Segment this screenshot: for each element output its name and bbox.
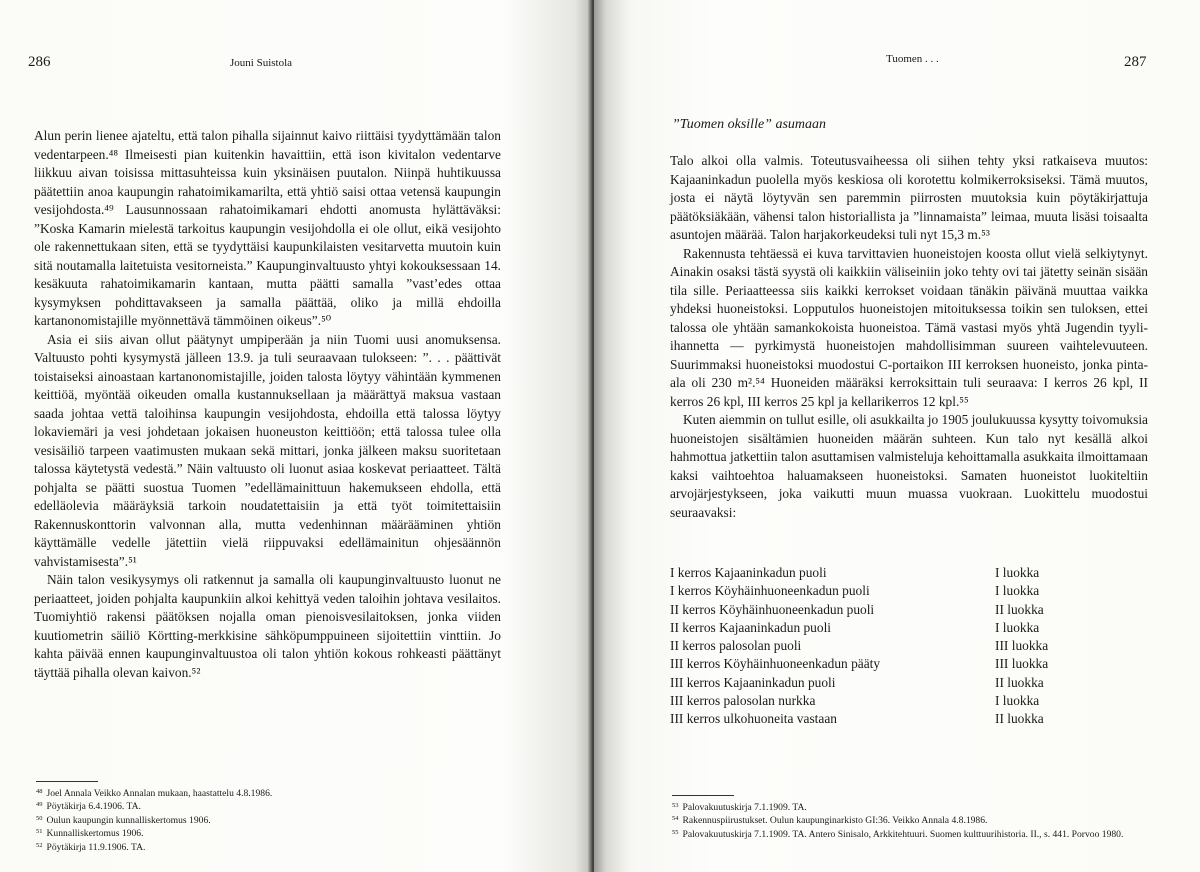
right-page	[594, 0, 1200, 872]
list-item: II kerros Köyhäinhuoneenkadun puoli II luokka	[670, 601, 1044, 617]
list-item: III kerros Kajaaninkadun puoli II luokka	[670, 674, 1044, 690]
page-number-right: 287	[1124, 54, 1147, 70]
footnote-rule	[672, 795, 734, 796]
list-item: II kerros palosolan puoli III luokka	[670, 638, 1049, 654]
paragraph: Rakennusta tehtäessä ei kuva tarvittavien huoneistojen koosta ollut vielä selkiytynyt. Ainakin osaksi tästä syystä oli kaikkiin väliseiniin joko tehty ovi tai jätetty seinän sisään tila sille. Periaatteessa siis kaikki kerrokset voidaan tänäkin päivänä muuttaa vaikka yhdeksi huoneistoksi. Lopputulos huoneistojen mitoituksessa toikin sen tuloksen, ettei talossa ole yhtään samankokoista huoneistoa. Tämä vastasi myös yhtä Jugendin tyyli-ihannetta — pyrkimystä huoneistojen mahdollisimman suureen vaihtelevuuteen. Suurimmaksi huoneistoksi muodostui C-portaikon III kerroksen huoneisto, jonka pinta-ala oli 230 m².⁵⁴ Huoneiden määräksi kerroksittain tuli seuraava: I kerros 26 kpl, II kerros 26 kpl, III kerros 25 kpl ja kellarikerros 12 kpl.⁵⁵	[670, 245, 1148, 409]
left-body	[34, 127, 501, 682]
footnote: $^{51}$ Kunnalliskertomus 1906.	[36, 828, 144, 840]
running-head-right: Tuomen . . .	[886, 53, 939, 65]
footnote: $^{54}$ Rakennuspiirustukset. Oulun kaupunginarkisto GI:36. Veikko Annala 4.8.1986.	[672, 815, 988, 827]
left-page	[0, 0, 592, 872]
footnote-rule	[36, 781, 98, 782]
list-item: III kerros ulkohuoneita vastaan II luokka	[670, 711, 1044, 727]
paragraph: Alun perin lienee ajateltu, että talon pihalla sijainnut kaivo riittäisi tyydyttämään talon vedentarpeen.⁴⁸ Ilmeisesti pian kuitenkin havaittiin, että ison kivitalon vedentarve liikkuu aivan toisissa mittasuhteissa kuin yksinäisen puutalon. Niinpä huhtikuussa päätettiin anoa kaupungin rahatoimikamarilta, että yhtiö saisi ottaa vetensä kaupungin vesijohdosta.⁴⁹ Lausunnossaan rahatoimikamari ehdotti anomusta hylättäväksi: ”Koska Kamarin mielestä tarkoitus kaupungin vesijohdolla ei ole ollut, eikä vesijohto ole rakennettukaan siten, että se tyydyttäisi kaupunkilaisten vesitarvetta muutoin kuin sitä noutamalla laitetuista vesitorneista.” Kaupunginvaltuusto yhtyi kokouksessaan 14. kesäkuuta rahatoimikamarin kantaan, mutta päätti samalla ”vast’edes ottaa kysymyksen pohdittavakseen ja samalla päättää, oliko ja millä ehdoilla kartanonomistajille myönnettävä tämmöinen oikeus”.⁵⁰	[34, 128, 501, 328]
list-item: I kerros Kajaaninkadun puoli I luokka	[670, 565, 1040, 580]
section-title: ”Tuomen oksille” asumaan	[672, 117, 827, 132]
page-number-left: 286	[28, 54, 51, 70]
footnote: $^{52}$ Pöytäkirja 11.9.1906. TA.	[36, 841, 146, 853]
paragraph: Talo alkoi olla valmis. Toteutusvaiheessa oli siihen tehty yksi ratkaiseva muutos: Kajaaninkadun puolella myös keskiosa oli korotettu kolmikerroksiseksi. Tämä muutos, josta ei näytä löytyvän sen paremmin piirrosten muutoksia kuin pöytäkirjattuja päätöksiäkään, vähensi talon historiallista ja ”linnamaista” leimaa, muuta lisäsi toisaalta asuntojen määrää. Talon harjakorkeudeksi tuli nyt 15,3 m.⁵³	[670, 153, 1148, 242]
right-body	[670, 152, 1148, 522]
footnote: $^{48}$ Joel Annala Veikko Annalan mukaan, haastattelu 4.8.1986.	[36, 788, 273, 799]
list-item: III kerros Köyhäinhuoneenkadun pääty III luokka	[670, 656, 1049, 672]
right-footnotes	[672, 801, 1144, 841]
classification-list	[670, 564, 1070, 729]
paragraph: Näin talon vesikysymys oli ratkennut ja samalla oli kaupunginvaltuusto luonut ne periaatteet, joiden pohjalta kaupunkiin alkoi kehittyä veden taloihin johtava vesilaitos. Tuomiyhtiö rakensi päätöksen nojalla oman pienoisvesilaitoksen, jonka viiden kuutiometrin säiliö Körtting-merkkisine sähköpumppuineen sijoitettiin vinttiin. Jo kahta päivää ennen kaupunginvaltuustoa oli talon yhtiön kokous rohkeasti päättänyt täyttää pihalla olevan kaivon.⁵²	[34, 572, 501, 680]
running-head-left: Jouni Suistola	[230, 57, 293, 69]
footnote: $^{53}$ Palovakuutuskirja 7.1.1909. TA.	[672, 802, 807, 813]
list-item: I kerros Köyhäinhuoneenkadun puoli I luokka	[670, 583, 1040, 599]
footnote: $^{55}$ Palovakuutuskirja 7.1.1909. TA. Antero Sinisalo, Arkkitehtuuri. Suomen kulttuurihistoria. II., s. 441. Porvoo 1980.	[672, 828, 1124, 840]
footnote: $^{49}$ Pöytäkirja 6.4.1906. TA.	[36, 801, 141, 813]
paragraph: Kuten aiemmin on tullut esille, oli asukkailta jo 1905 joulukuussa kysytty toivomuksia huoneistojen sisältämien huoneiden määrän suhteen. Kun talo nyt kesällä alkoi hahmottua jatkettiin talon asuttamisen valmisteluja kehoittamalla asukkaita ilmoittamaan kaksi vaihtoehtoa haluamakseen huoneistoksi. Samaten huoneistot luokiteltiin arvojärjestykseen, joka vaikutti muun muassa vuokraan. Luokittelu muodostui seuraavaksi:	[670, 412, 1148, 520]
footnote: $^{50}$ Oulun kaupungin kunnalliskertomus 1906.	[36, 814, 211, 826]
left-footnotes	[36, 787, 496, 854]
list-item: III kerros palosolan nurkka I luokka	[670, 693, 1040, 709]
list-item: II kerros Kajaaninkadun puoli I luokka	[670, 619, 1040, 635]
paragraph: Asia ei siis aivan ollut päätynyt umpiperään ja niin Tuomi uusi anomuksensa. Valtuusto pohti kysymystä jälleen 13.9. ja tuli seuraavaan tulokseen: ”. . . päättivät toistaiseksi ainoastaan kartanonomistajille, joiden talosta löytyy vähintään kymmenen keittiöä, myöntää oikeuden omalla kustannuksellaan ja määrättyä maksua vastaan saada johtaa vettä taloihinsa kaupungin vesijohdosta, ehdoilla että talossa löytyy lokaviemäri ja vesi johdetaan jokaisen huoneuston keittiöön; että talossa tulee olla vesisäiliö tarpeen vaatimusten mukaan sekä mittari, jonka jälkeen maksu suoritetaan talossa käytetystä vedestä.” Näin valtuusto oli luonut asiaa koskevat periaatteet. Tältä pohjalta se päätti suostua Tuomen ”edellämainittuun hakemukseen ehdolla, että edelläolevia määräyksiä tarkoin noudatettaisiin ja että työt toimitettaisiin Rakennuskonttorin valvonnan alla, mutta vedenhinnan määrääminen yhtiön käyttämälle vedelle jätettiin vielä riippuvaksi edellämainitun ohjesäännön vahvistamisesta”.⁵¹	[34, 331, 501, 569]
